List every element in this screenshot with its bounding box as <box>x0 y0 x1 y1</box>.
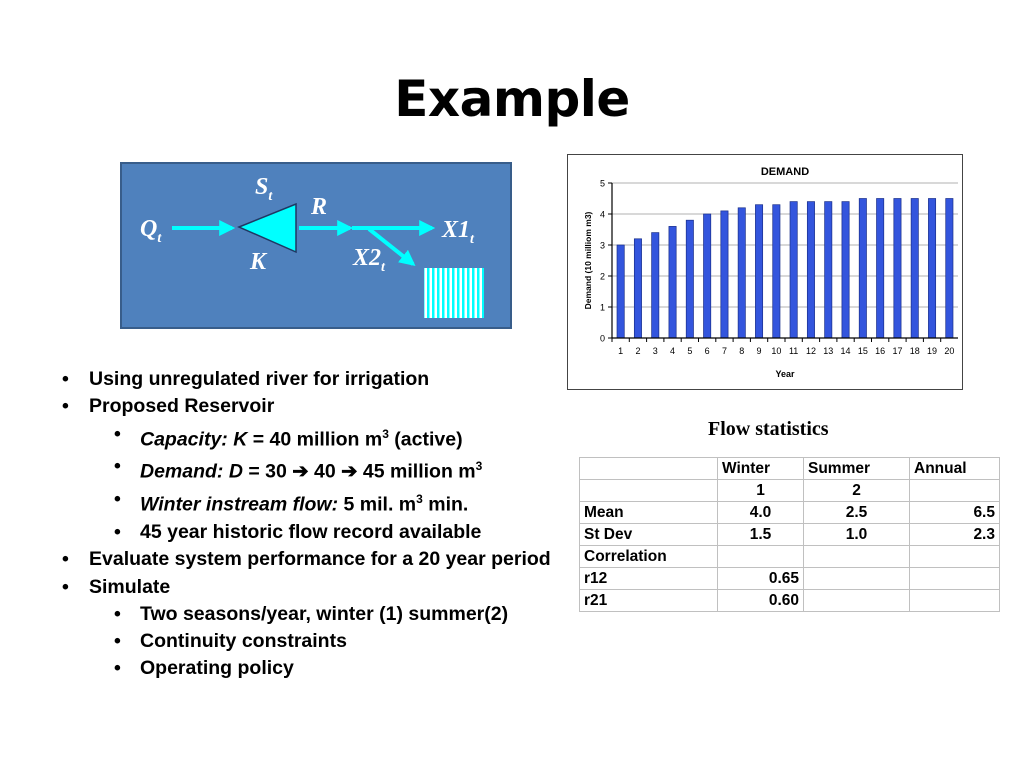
bar <box>894 199 901 339</box>
table-cell: 1.0 <box>804 524 910 546</box>
bullet-text: Evaluate system performance for a 20 year period <box>89 548 551 571</box>
table-cell: Mean <box>580 502 718 524</box>
table-cell <box>910 590 1000 612</box>
y-axis-label: Demand (10 milliom m3) <box>583 211 593 310</box>
y-tick-label: 5 <box>599 178 605 189</box>
table-cell <box>580 480 718 502</box>
bar <box>721 211 728 338</box>
bullet-item <box>62 601 572 628</box>
bullet-dot: • <box>62 395 69 418</box>
bar <box>755 205 762 338</box>
x-tick-label: 17 <box>892 346 903 356</box>
x-tick-label: 12 <box>805 346 816 356</box>
bullet-dot: • <box>114 602 121 625</box>
x-tick-label: 2 <box>635 346 641 356</box>
bar <box>928 199 935 339</box>
x-axis-label: Year <box>775 369 795 379</box>
flow-statistics-title: Flow statistics <box>708 418 829 440</box>
bullet-dot: • <box>114 422 121 445</box>
demand-chart <box>567 154 963 390</box>
bullet-text: 5 mil. m <box>338 493 417 516</box>
table-cell: r21 <box>580 590 718 612</box>
table-row <box>580 524 1000 546</box>
table-row <box>580 502 1000 524</box>
flow-statistics-table <box>579 457 1000 612</box>
reservoir-diagram <box>120 162 512 329</box>
bar <box>911 199 918 339</box>
x-tick-label: 1 <box>618 346 624 356</box>
bullet-item <box>62 655 572 682</box>
table-cell <box>718 546 804 568</box>
bullet-text: 3 <box>416 492 423 507</box>
table-cell: Annual <box>910 458 1000 480</box>
irrigation-flow-label: $X2_t$ <box>353 245 385 275</box>
bullet-text: 45 year historic flow record available <box>140 520 482 543</box>
irrigation-field <box>424 268 484 318</box>
bullet-text: Winter instream flow: <box>140 493 339 516</box>
x-tick-label: 13 <box>823 346 834 356</box>
bar <box>807 202 814 338</box>
table-cell: 6.5 <box>910 502 1000 524</box>
x-tick-label: 19 <box>927 346 938 356</box>
table-cell: Summer <box>804 458 910 480</box>
bar <box>652 233 659 338</box>
bullet-item <box>62 393 572 420</box>
x-tick-label: 8 <box>739 346 745 356</box>
bullet-text: Capacity: K <box>140 428 248 451</box>
bullet-text: (active) <box>388 428 463 451</box>
bullet-item <box>62 453 572 486</box>
table-cell: 2 <box>804 480 910 502</box>
storage-label: $S_t$ <box>255 174 273 204</box>
instream-flow-label: $X1_t$ <box>442 217 474 247</box>
y-tick-label: 4 <box>599 209 605 220</box>
chart-title: DEMAND <box>760 166 810 178</box>
bar <box>842 202 849 338</box>
bullet-dot: • <box>114 520 121 543</box>
table-row <box>580 480 1000 502</box>
arrow-icon: ➔ <box>292 460 309 483</box>
bullet-text: Continuity constraints <box>140 630 347 653</box>
bar <box>773 205 780 338</box>
x-tick-label: 16 <box>875 346 886 356</box>
bullet-text: 45 million m <box>357 460 476 483</box>
table-cell: 2.5 <box>804 502 910 524</box>
x-tick-label: 7 <box>721 346 727 356</box>
bar <box>859 199 866 339</box>
x-tick-label: 20 <box>944 346 955 356</box>
y-tick-label: 3 <box>599 240 605 251</box>
bullet-text: Two seasons/year, winter (1) summer(2) <box>140 602 509 625</box>
bullet-item <box>62 486 572 519</box>
bullet-text: 40 <box>308 460 342 483</box>
bullet-text: Operating policy <box>140 657 294 680</box>
bullet-text: Simulate <box>89 575 171 598</box>
table-row <box>580 546 1000 568</box>
bar <box>686 220 693 338</box>
table-cell <box>910 480 1000 502</box>
table-cell: 1 <box>718 480 804 502</box>
capacity-label: K <box>250 249 267 275</box>
x-tick-label: 4 <box>670 346 676 356</box>
table-cell: 4.0 <box>718 502 804 524</box>
release-label: R <box>311 194 328 220</box>
x-tick-label: 15 <box>857 346 868 356</box>
bullet-item <box>62 421 572 454</box>
bar <box>946 199 953 339</box>
bullet-item <box>62 519 572 546</box>
table-cell: Winter <box>718 458 804 480</box>
table-cell: r12 <box>580 568 718 590</box>
demand-chart-svg <box>568 155 962 389</box>
bullet-dot: • <box>114 657 121 680</box>
table-cell <box>804 546 910 568</box>
table-cell: 0.65 <box>718 568 804 590</box>
y-tick-label: 2 <box>599 271 605 282</box>
bullet-dot: • <box>62 575 69 598</box>
x-tick-label: 18 <box>909 346 920 356</box>
x-tick-label: 14 <box>840 346 851 356</box>
bar <box>738 208 745 338</box>
bar <box>704 214 711 338</box>
table-cell <box>804 590 910 612</box>
bullet-dot: • <box>62 368 69 390</box>
reservoir-triangle <box>239 204 296 252</box>
bullet-item <box>62 574 572 601</box>
table-row <box>580 458 1000 480</box>
bar <box>825 202 832 338</box>
table-cell <box>910 546 1000 568</box>
y-tick-label: 0 <box>599 333 605 344</box>
bar <box>617 245 624 338</box>
x-tick-label: 6 <box>704 346 710 356</box>
bullet-item <box>62 366 572 393</box>
table-row <box>580 590 1000 612</box>
table-cell: 2.3 <box>910 524 1000 546</box>
table-cell: 0.60 <box>718 590 804 612</box>
bullet-dot: • <box>62 548 69 571</box>
x-tick-label: 9 <box>756 346 762 356</box>
bullet-text: Demand: D <box>140 460 243 483</box>
table-row <box>580 568 1000 590</box>
bullet-text: Proposed Reservoir <box>89 395 275 418</box>
bullet-list <box>62 366 572 683</box>
table-cell: Correlation <box>580 546 718 568</box>
page-title: Example <box>394 70 630 128</box>
bullet-text: 3 <box>475 459 483 474</box>
bar <box>669 226 676 338</box>
table-cell: 1.5 <box>718 524 804 546</box>
bullet-text: Using unregulated river for irrigation <box>89 368 430 390</box>
bullet-item <box>62 546 572 573</box>
bullet-item <box>62 628 572 655</box>
bullet-text: = 40 million m <box>247 428 383 451</box>
inflow-label: $Q_t$ <box>140 216 162 246</box>
bullet-dot: • <box>114 455 121 478</box>
y-tick-label: 1 <box>599 302 605 313</box>
x-tick-label: 5 <box>687 346 693 356</box>
arrow-icon: ➔ <box>341 460 358 483</box>
bullet-text: min. <box>422 493 469 516</box>
table-cell: St Dev <box>580 524 718 546</box>
table-cell <box>580 458 718 480</box>
bar <box>634 239 641 338</box>
x-tick-label: 10 <box>771 346 782 356</box>
bar <box>877 199 884 339</box>
bullet-text: 3 <box>382 426 389 441</box>
table-cell <box>910 568 1000 590</box>
x-tick-label: 11 <box>788 346 799 356</box>
x-tick-label: 3 <box>652 346 658 356</box>
table-cell <box>804 568 910 590</box>
bullet-dot: • <box>114 488 121 511</box>
bullet-dot: • <box>114 630 121 653</box>
bar <box>790 202 797 338</box>
bullet-text: = 30 <box>242 460 293 483</box>
